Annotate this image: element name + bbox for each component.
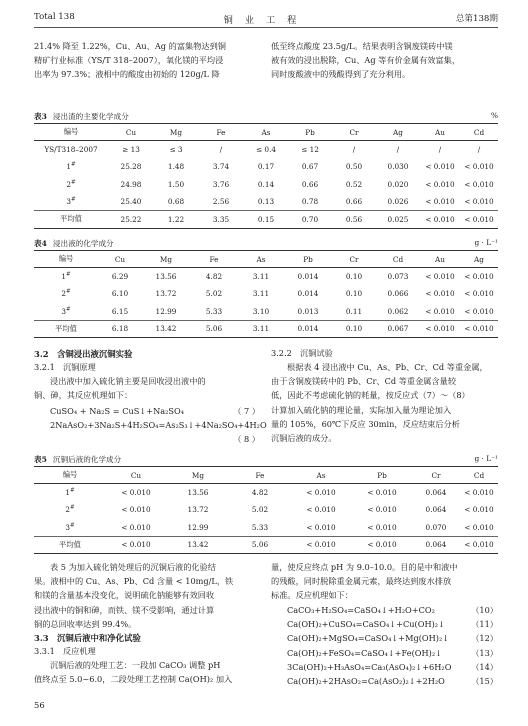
table-cell: 平均值 bbox=[34, 320, 98, 338]
table-cell: < 0.010 bbox=[464, 197, 494, 206]
table-cell: < 0.010 bbox=[352, 536, 412, 554]
table-cell: ≥ 13 bbox=[122, 145, 140, 154]
table-cell: / bbox=[396, 145, 400, 154]
table-cell: < 0.010 bbox=[425, 272, 455, 281]
column-header: Pb bbox=[284, 251, 332, 268]
table-cell: 0.067 bbox=[376, 320, 420, 338]
table-cell: 25.40 bbox=[120, 197, 142, 206]
table-cell: 3.74 bbox=[212, 162, 230, 172]
column-header: Cr bbox=[332, 251, 376, 268]
table-cell: ≤ 3 bbox=[169, 145, 183, 154]
table4-caption: 表4 浸出液的化学成分 bbox=[34, 239, 114, 248]
equation-7: CuSO₄ + Na₂S = CuS↓+Na₂SO₄ （ 7 ） bbox=[50, 406, 260, 416]
table-cell: < 0.010 bbox=[464, 272, 494, 281]
table-cell: 13.42 bbox=[142, 320, 190, 338]
column-header: Au bbox=[420, 251, 460, 268]
table-cell: / bbox=[477, 145, 481, 154]
mid-right-paragraph: 根据表 4 浸出液中 Cu、As、Pb、Cr、Cd 等重金属， 由于含铜废镁砖中的 Pb、Cr、Cd 等重金属含量较 低，因此不考虑硫化钠的耗量，按反应式（7）～（8） 计算加入硫化钠的理论量，实际加入量为理论加入 量的 105%，60℃下反应 30min，反应结束后分析 沉铜后液的成分。 bbox=[271, 362, 488, 444]
table-cell: 平均值 bbox=[34, 536, 106, 554]
table-cell: 0.10 bbox=[345, 272, 363, 281]
table-cell: YS/T318–2007 bbox=[44, 145, 98, 154]
column-header: Cr bbox=[332, 124, 376, 141]
table-cell: 6.29 bbox=[111, 272, 129, 281]
table-cell: 5.06 bbox=[190, 320, 238, 338]
table-cell: 0.020 bbox=[387, 179, 409, 189]
table-cell: 3.11 bbox=[252, 289, 270, 299]
table-cell: 0.070 bbox=[425, 522, 447, 532]
table-cell: 1.48 bbox=[167, 162, 185, 172]
table3-caption: 表3 浸出渣的主要化学成分 bbox=[34, 112, 129, 121]
table-cell: < 0.010 bbox=[464, 488, 494, 497]
equation: Ca(OH)₂+FeSO₄=CaSO₄↓+Fe(OH)₂↓ （13） bbox=[287, 647, 498, 658]
table-row bbox=[34, 320, 498, 338]
table-cell: < 0.010 bbox=[121, 522, 151, 532]
equation: Ca(OH)₂+MgSO₄=CaSO₄↓+Mg(OH)₂↓ （12） bbox=[287, 633, 498, 644]
top-left-paragraph: 21.4% 降至 1.22%，Cu、Au、Ag 的富集物达到铜 精矿行业标准（YS/T 318–2007），氧化镁的平均浸 出率为 97.3%；液相中的酸度由初始的 120g/L 降 bbox=[34, 41, 226, 80]
issue-number: 总第138期 bbox=[455, 14, 498, 24]
table-cell: < 0.010 bbox=[464, 179, 494, 189]
table-cell: 1.22 bbox=[154, 211, 198, 229]
table-cell: 0.15 bbox=[244, 211, 288, 229]
table4 bbox=[34, 250, 498, 338]
column-header: Pb bbox=[352, 467, 412, 484]
table-cell: < 0.010 bbox=[464, 289, 494, 299]
table-cell: 3.11 bbox=[238, 320, 284, 338]
table-cell: 0.064 bbox=[425, 488, 447, 497]
column-header: As bbox=[290, 467, 352, 484]
table-cell: 2# bbox=[66, 179, 76, 189]
bottom-right-paragraph: 量，使反应终点 pH 为 9.0–10.0。目的是中和液中 的残酸，同时脱除重金属元素，最终达到废水排放 标准。反应机理如下： bbox=[271, 562, 458, 601]
table-cell: 6.18 bbox=[98, 320, 142, 338]
table-row bbox=[34, 285, 498, 303]
table-cell: < 0.010 bbox=[425, 306, 455, 316]
table-cell: 1# bbox=[66, 161, 76, 172]
table-cell: 0.66 bbox=[301, 179, 319, 189]
table-cell: < 0.010 bbox=[425, 197, 455, 206]
table-cell: < 0.010 bbox=[121, 488, 151, 497]
table-cell: 6.10 bbox=[111, 289, 129, 299]
table-cell: 13.72 bbox=[187, 505, 209, 515]
table-cell: 5.33 bbox=[205, 306, 223, 316]
table-cell: 0.073 bbox=[387, 272, 409, 281]
table-cell: 3.76 bbox=[212, 179, 230, 189]
column-header: 编号 bbox=[34, 124, 108, 141]
table-cell: 0.10 bbox=[345, 289, 363, 299]
table-cell: 13.42 bbox=[166, 536, 230, 554]
table-cell: < 0.010 bbox=[306, 488, 336, 497]
table-row bbox=[34, 536, 498, 554]
table-cell: < 0.010 bbox=[460, 536, 498, 554]
table-row bbox=[34, 211, 498, 229]
section-heading-3-2: 3.2 含铜浸出液沉铜实验 bbox=[34, 349, 133, 359]
table-cell: 2.56 bbox=[212, 197, 230, 206]
table-cell: 5.33 bbox=[251, 522, 269, 532]
page-number: 56 bbox=[34, 700, 45, 710]
table-cell: 0.066 bbox=[387, 289, 409, 299]
table-cell: 5.02 bbox=[251, 505, 269, 515]
table-row bbox=[34, 141, 498, 159]
table-cell: 5.06 bbox=[230, 536, 290, 554]
table-cell: 0.062 bbox=[387, 306, 409, 316]
table-cell: < 0.010 bbox=[460, 211, 498, 229]
table-cell: 0.66 bbox=[345, 197, 363, 206]
table4-unit: g · L⁻¹ bbox=[474, 238, 498, 247]
table-cell: 0.67 bbox=[301, 162, 319, 172]
bottom-left-paragraph-2: 沉铜后液的处理工艺：一段加 CaCO₃ 调整 pH 值终点至 5.0~6.0，二段处理工艺控制 Ca(OH)₂ 加入 bbox=[34, 660, 233, 685]
table-cell: 0.11 bbox=[345, 306, 363, 316]
equation-8-number: （ 8 ） bbox=[233, 434, 260, 445]
table-cell: < 0.010 bbox=[425, 179, 455, 189]
column-header: Pb bbox=[288, 124, 332, 141]
table-cell: / bbox=[352, 145, 356, 154]
section-heading-3-2-2: 3.2.2 沉铜试验 bbox=[271, 348, 333, 358]
table-row bbox=[34, 303, 498, 321]
table-cell: < 0.010 bbox=[121, 505, 151, 515]
equation: CaCO₃+H₂SO₄=CaSO₄↓+H₂O+CO₂ （10） bbox=[287, 605, 498, 615]
running-header bbox=[34, 12, 498, 28]
table-cell: 12.99 bbox=[155, 306, 177, 316]
table-row bbox=[34, 501, 498, 519]
table-cell: 0.064 bbox=[425, 505, 447, 515]
column-header: Mg bbox=[154, 124, 198, 141]
table-cell: 0.14 bbox=[257, 179, 275, 189]
table-cell: ≤ 12 bbox=[301, 145, 319, 154]
table-cell: ≤ 0.4 bbox=[255, 145, 277, 154]
table-cell: 4.82 bbox=[205, 272, 223, 281]
table-cell: 0.52 bbox=[345, 179, 363, 189]
equation: 3Ca(OH)₂+H₃AsO₄=Ca₃(AsO₄)₂↓+6H₂O （14） bbox=[287, 661, 498, 672]
table-cell: 13.56 bbox=[155, 272, 177, 281]
table-cell: 4.82 bbox=[251, 488, 269, 497]
table-cell: < 0.010 bbox=[367, 505, 397, 515]
table-cell: 0.68 bbox=[167, 197, 185, 206]
table-cell: 0.10 bbox=[332, 320, 376, 338]
table3-unit: % bbox=[490, 111, 498, 120]
table-cell: 0.064 bbox=[412, 536, 460, 554]
table-cell: 0.56 bbox=[332, 211, 376, 229]
column-header: Fe bbox=[230, 467, 290, 484]
table-cell: 3# bbox=[65, 522, 75, 532]
table-cell: < 0.010 bbox=[464, 162, 494, 172]
table-cell: 0.17 bbox=[257, 162, 275, 172]
table-cell: < 0.010 bbox=[464, 306, 494, 316]
column-header: 编号 bbox=[34, 467, 106, 484]
table-row bbox=[34, 193, 498, 211]
table-cell: < 0.010 bbox=[290, 536, 352, 554]
column-header: Mg bbox=[142, 251, 190, 268]
table-cell: 5.02 bbox=[205, 289, 223, 299]
column-header: Cu bbox=[108, 124, 154, 141]
section-heading-3-3: 3.3 沉铜后液中和净化试验 bbox=[34, 633, 141, 643]
table-cell: 3.35 bbox=[198, 211, 244, 229]
journal-volume: Total 138 bbox=[34, 12, 75, 22]
table-cell: < 0.010 bbox=[464, 522, 494, 532]
section-heading-3-3-1: 3.3.1 反应机理 bbox=[34, 646, 96, 656]
journal-title: 铜业工程 bbox=[223, 15, 309, 26]
table-cell: < 0.010 bbox=[425, 289, 455, 299]
column-header: As bbox=[244, 124, 288, 141]
table5-caption: 表5 沉铜后液的化学成分 bbox=[34, 455, 122, 464]
mid-left-paragraph: 浸出液中加入硫化钠主要是回收浸出液中的 铜、砷，其反应机理如下： bbox=[34, 376, 206, 401]
table-row bbox=[34, 158, 498, 176]
table-cell: 3.11 bbox=[252, 272, 270, 281]
table-row bbox=[34, 519, 498, 537]
table-cell: < 0.010 bbox=[464, 505, 494, 515]
table-cell: < 0.010 bbox=[420, 211, 460, 229]
equation: Ca(OH)₂+2HAsO₂=Ca(AsO₂)₂↓+2H₂O （15） bbox=[287, 676, 498, 687]
table-cell: 3# bbox=[61, 306, 71, 316]
table-cell: 0.014 bbox=[284, 320, 332, 338]
column-header: Fe bbox=[190, 251, 238, 268]
table-cell: < 0.010 bbox=[460, 320, 498, 338]
table-cell: 0.013 bbox=[297, 306, 319, 316]
table-cell: 0.78 bbox=[301, 197, 319, 206]
table-cell: 0.026 bbox=[387, 197, 409, 206]
column-header: Ag bbox=[376, 124, 420, 141]
table-row bbox=[34, 176, 498, 194]
column-header: Cd bbox=[460, 124, 498, 141]
table-cell: < 0.010 bbox=[367, 522, 397, 532]
column-header: Mg bbox=[166, 467, 230, 484]
table-cell: 12.99 bbox=[187, 522, 209, 532]
table5-unit: g · L⁻¹ bbox=[474, 454, 498, 463]
table-cell: 3# bbox=[66, 196, 76, 206]
table-cell: 3.10 bbox=[252, 306, 270, 316]
table-cell: 0.014 bbox=[297, 272, 319, 281]
table-cell: < 0.010 bbox=[425, 162, 455, 172]
equation: Ca(OH)₂+CuSO₄=CaSO₄↓+Cu(OH)₂↓ （11） bbox=[287, 619, 498, 630]
table-cell: < 0.010 bbox=[367, 488, 397, 497]
table5 bbox=[34, 466, 498, 554]
table-cell: 1# bbox=[61, 271, 71, 281]
column-header: Fe bbox=[198, 124, 244, 141]
table-cell: 0.50 bbox=[345, 162, 363, 172]
table-cell: 25.22 bbox=[108, 211, 154, 229]
table-cell: 13.72 bbox=[155, 289, 177, 299]
column-header: Cr bbox=[412, 467, 460, 484]
section-heading-3-2-1: 3.2.1 沉铜原理 bbox=[34, 362, 96, 372]
column-header: Ag bbox=[460, 251, 498, 268]
column-header: Au bbox=[420, 124, 460, 141]
table-cell: 24.98 bbox=[120, 179, 142, 189]
column-header: Cu bbox=[98, 251, 142, 268]
table-cell: < 0.010 bbox=[306, 522, 336, 532]
column-header: Cd bbox=[460, 467, 498, 484]
table-cell: 2# bbox=[65, 504, 75, 515]
table-cell: 13.56 bbox=[187, 488, 209, 497]
table-cell: 0.025 bbox=[376, 211, 420, 229]
table-row bbox=[34, 484, 498, 502]
table-cell: 6.15 bbox=[111, 306, 129, 316]
column-header: 编号 bbox=[34, 251, 98, 268]
equations-10-15 bbox=[271, 603, 498, 688]
table-row bbox=[34, 268, 498, 286]
bottom-left-paragraph: 表 5 为加入硫化钠处理后的沉铜后液的化验结 果。液相中的 Cu、As、Pb、Cd 含量 < 10mg/L，铁 和镁的含量基本没变化，说明硫化钠能够有效回收 浸出液中的铜和砷，而铁、镁不受影响，通过计算 铜的总回收率达到 99.4%。 bbox=[34, 562, 234, 629]
column-header: As bbox=[238, 251, 284, 268]
table-cell: 0.030 bbox=[387, 162, 409, 172]
table-cell: < 0.010 bbox=[106, 536, 166, 554]
table-cell: 2# bbox=[61, 288, 71, 299]
equation-8: 2NaAsO₂+3Na₂S+4H₂SO₄=As₂S₃↓+4Na₂SO₄+4H₂O bbox=[50, 420, 267, 431]
table-cell: < 0.010 bbox=[420, 320, 460, 338]
equations-7-8 bbox=[34, 404, 267, 447]
table-cell: / bbox=[438, 145, 442, 154]
table-cell: 0.70 bbox=[288, 211, 332, 229]
table-cell: 1.50 bbox=[167, 179, 185, 189]
table-cell: 1# bbox=[65, 487, 75, 497]
top-right-paragraph: 低至终点酸度 23.5g/L。结果表明含铜废镁砖中镁 被有效的浸出脱除，Cu、Ag 等有价金属有效富集， 同时废酸液中的残酸得到了充分利用。 bbox=[271, 41, 461, 80]
table-cell: < 0.010 bbox=[306, 505, 336, 515]
table3 bbox=[34, 123, 498, 229]
table-cell: 25.28 bbox=[120, 162, 142, 172]
table-cell: 0.014 bbox=[297, 289, 319, 299]
column-header: Cd bbox=[376, 251, 420, 268]
table-cell: 0.13 bbox=[257, 197, 275, 206]
table-cell: / bbox=[219, 145, 223, 154]
column-header: Cu bbox=[106, 467, 166, 484]
table-cell: 平均值 bbox=[34, 211, 108, 229]
